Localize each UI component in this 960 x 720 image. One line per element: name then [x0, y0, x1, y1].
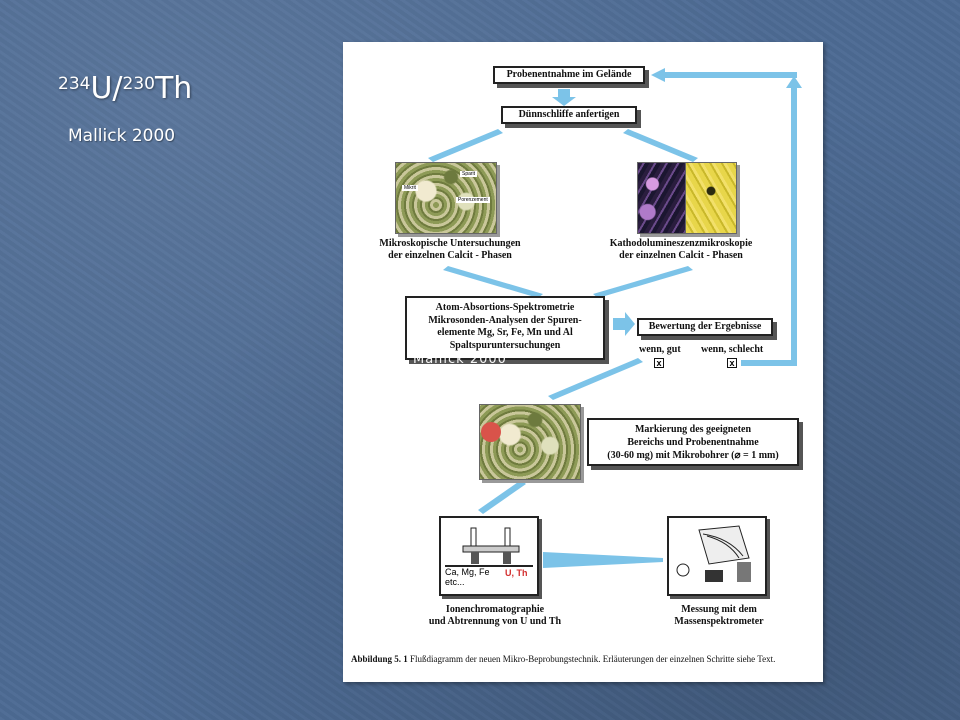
arrow-loop-top	[665, 72, 797, 78]
figure-caption	[351, 654, 813, 666]
photo-tag-sparit: Sparit	[462, 171, 476, 177]
arrow-analysis-to-evaluation	[613, 312, 635, 336]
microscopy-label-line1: Mikroskopische Untersuchungen	[379, 238, 521, 249]
marking-line2: Bereichs und Probenentnahme	[627, 437, 759, 448]
evaluation-label: Bewertung der Ergebnisse	[648, 321, 762, 332]
microscopy-photo	[395, 162, 497, 234]
analysis-line4: Spaltspuruntersuchungen	[449, 339, 561, 351]
ion-elements-label: Ca, Mg, Fe etc...	[445, 567, 490, 587]
evaluation-box	[637, 318, 773, 336]
arrow-bad-right	[741, 360, 791, 366]
arrow-cathodo-to-analysis	[593, 266, 693, 298]
sampling-box	[493, 66, 645, 84]
arrow-ion-to-mass	[543, 552, 663, 568]
bad-checkbox-icon: x	[727, 358, 737, 368]
mass-label-line2: Massenspektrometer	[674, 616, 764, 627]
mass-spectrometer-diagram	[667, 516, 767, 596]
title-element-u: U/	[90, 71, 123, 106]
analysis-line2: Mikrosonden-Analysen der Spuren-	[428, 314, 582, 326]
cathodoluminescence-label-line2: der einzelnen Calcit - Phasen	[619, 250, 743, 261]
caption-figure-number: Abbildung 5. 1	[351, 654, 408, 664]
marking-box	[587, 418, 799, 466]
arrow-loop-top-head	[651, 68, 665, 82]
mass-spectrometer-icon	[669, 518, 765, 594]
title-mass-number-u: 234	[58, 74, 91, 94]
arrow-loop-up	[791, 86, 797, 366]
slide-subtitle: Mallick 2000	[68, 126, 176, 146]
flowchart-figure	[343, 42, 823, 682]
title-element-th: Th	[154, 71, 193, 106]
drill-marker-icon	[481, 422, 501, 442]
if-good-label: wenn, gut	[639, 344, 681, 355]
microscopy-label	[355, 238, 545, 262]
analysis-box	[405, 296, 605, 360]
drilling-photo	[479, 404, 581, 480]
cathodoluminescence-label	[581, 238, 781, 262]
ion-chromatography-diagram	[439, 516, 539, 596]
analysis-line1: Atom-Absortions-Spektrometrie	[435, 302, 575, 313]
arrow-micro-to-analysis	[443, 266, 543, 298]
microscopy-label-line2: der einzelnen Calcit - Phasen	[388, 250, 512, 261]
marking-line1: Markierung des geeigneten	[634, 424, 752, 435]
arrow-good-to-drill	[548, 358, 643, 400]
cathodoluminescence-photo-yellow	[685, 162, 737, 234]
thin-section-label: Dünnschliffe anfertigen	[518, 109, 620, 120]
mass-label-line1: Messung mit dem	[681, 604, 757, 615]
good-checkbox-icon: x	[654, 358, 664, 368]
ghost-overlay-text: Mallick 2000	[413, 352, 507, 367]
cathodoluminescence-label-line1: Kathodolumineszenzmikroskopie	[609, 238, 753, 249]
caption-text: Flußdiagramm der neuen Mikro-Beprobungstechnik. Erläuterungen der einzelnen Schritte siehe Text.	[407, 654, 776, 664]
photo-tag-mikrit: Mikrit	[404, 185, 416, 191]
arrow-to-microscopy	[428, 129, 503, 162]
ion-label-line2: und Abtrennung von U und Th	[428, 616, 562, 627]
if-bad-label: wenn, schlecht	[701, 344, 764, 355]
cathodoluminescence-photo-purple	[637, 162, 687, 234]
slide-title	[58, 71, 193, 106]
arrow-to-cathodo	[623, 129, 698, 162]
uranium-thorium-label: U, Th	[505, 568, 528, 578]
analysis-line3: elemente Mg, Sr, Fe, Mn und Al	[437, 327, 573, 338]
ion-label-line1: Ionenchromatographie	[445, 604, 545, 615]
photo-tag-porenzement: Porenzement	[458, 197, 488, 203]
arrow-drill-to-ion	[478, 480, 526, 514]
arrow-down-1	[552, 89, 576, 106]
sampling-label: Probenentnahme im Gelände	[506, 69, 632, 80]
ion-chromatography-label	[405, 604, 585, 628]
marking-line3: (30-60 mg) mit Mikrobohrer (⌀ = 1 mm)	[607, 450, 779, 461]
title-mass-number-th: 230	[122, 74, 155, 94]
thin-section-box	[501, 106, 637, 124]
mass-spectrometer-label	[639, 604, 799, 628]
